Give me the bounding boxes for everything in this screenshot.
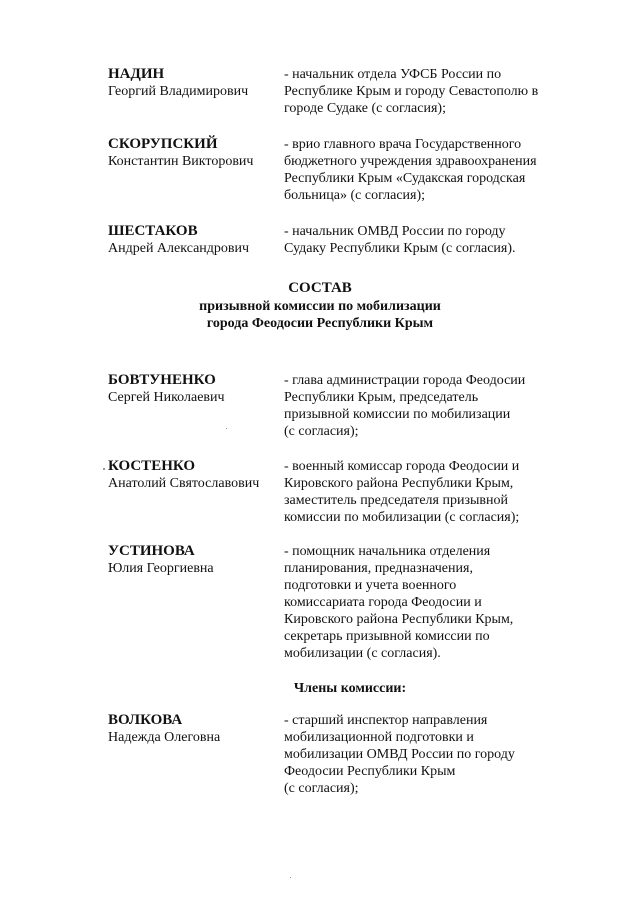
position-line: Феодосии Республики Крым — [284, 764, 456, 779]
person-position — [284, 66, 544, 117]
position-line: Республики Крым, председатель — [284, 390, 479, 405]
person-position — [284, 543, 544, 662]
person-given-name: Георгий Владимирович — [108, 84, 249, 99]
person-position — [284, 712, 544, 797]
position-line: планирования, предназначения, — [284, 561, 473, 576]
person-surname: УСТИНОВА — [108, 543, 195, 559]
person-given-name: Константин Викторович — [108, 154, 254, 169]
position-line: мобилизационной подготовки и — [284, 730, 474, 745]
position-line: подготовки и учета военного — [284, 578, 457, 593]
person-given-name: Надежда Олеговна — [108, 730, 221, 745]
person-given-name: Сергей Николаевич — [108, 390, 225, 405]
person-surname: СКОРУПСКИЙ — [108, 136, 218, 152]
position-line: комиссариата города Феодосии и — [284, 595, 482, 610]
position-line: (с согласия); — [284, 424, 359, 439]
position-line: бюджетного учреждения здравоохранения — [284, 154, 537, 169]
position-line: Кировского района Республики Крым, — [284, 476, 514, 491]
scan-speck — [290, 877, 291, 878]
position-line: больница» (с согласия); — [284, 188, 426, 203]
members-heading: Члены комиссии: — [293, 681, 407, 696]
scan-speck — [226, 428, 227, 429]
position-line: Кировского района Республики Крым, — [284, 612, 514, 627]
position-line: заместитель председателя призывной — [284, 493, 508, 508]
person-position — [284, 223, 544, 257]
person-surname: БОВТУНЕНКО — [108, 372, 216, 388]
person-given-name: Юлия Георгиевна — [108, 561, 214, 576]
scan-speck — [103, 468, 105, 470]
position-line: - начальник ОМВД России по городу — [284, 224, 506, 239]
position-line: - помощник начальника отделения — [284, 544, 491, 559]
position-line: Республики Крым «Судакская городская — [284, 171, 526, 186]
position-line: секретарь призывной комиссии по — [284, 629, 490, 644]
position-line: (с согласия); — [284, 781, 359, 796]
position-line: призывной комиссии по мобилизации — [284, 407, 511, 422]
position-line: мобилизации (с согласия). — [284, 646, 441, 661]
section-title: СОСТАВ — [288, 280, 352, 296]
person-surname: КОСТЕНКО — [108, 458, 196, 474]
position-line: комиссии по мобилизации (с согласия); — [284, 510, 520, 525]
section-subtitle — [0, 298, 640, 332]
position-line: Судаку Республики Крым (с согласия). — [284, 241, 516, 256]
person-position — [284, 136, 544, 204]
position-line: - глава администрации города Феодосии — [284, 373, 526, 388]
position-line: - военный комиссар города Феодосии и — [284, 459, 520, 474]
person-position — [284, 458, 544, 526]
position-line: - старший инспектор направления — [284, 713, 488, 728]
person-surname: ШЕСТАКОВ — [108, 223, 198, 239]
section-subtitle-line: призывной комиссии по мобилизации — [199, 299, 441, 314]
person-surname: ВОЛКОВА — [108, 712, 183, 728]
person-position — [284, 372, 544, 440]
position-line: мобилизации ОМВД России по городу — [284, 747, 515, 762]
person-surname: НАДИН — [108, 66, 165, 82]
position-line: - врио главного врача Государственного — [284, 137, 522, 152]
position-line: городе Судаке (с согласия); — [284, 101, 446, 116]
section-subtitle-line: города Феодосии Республики Крым — [206, 316, 434, 331]
position-line: - начальник отдела УФСБ России по — [284, 67, 502, 82]
person-given-name: Анатолий Святославович — [108, 476, 260, 491]
person-given-name: Андрей Александрович — [108, 241, 250, 256]
position-line: Республике Крым и городу Севастополю в — [284, 84, 539, 99]
